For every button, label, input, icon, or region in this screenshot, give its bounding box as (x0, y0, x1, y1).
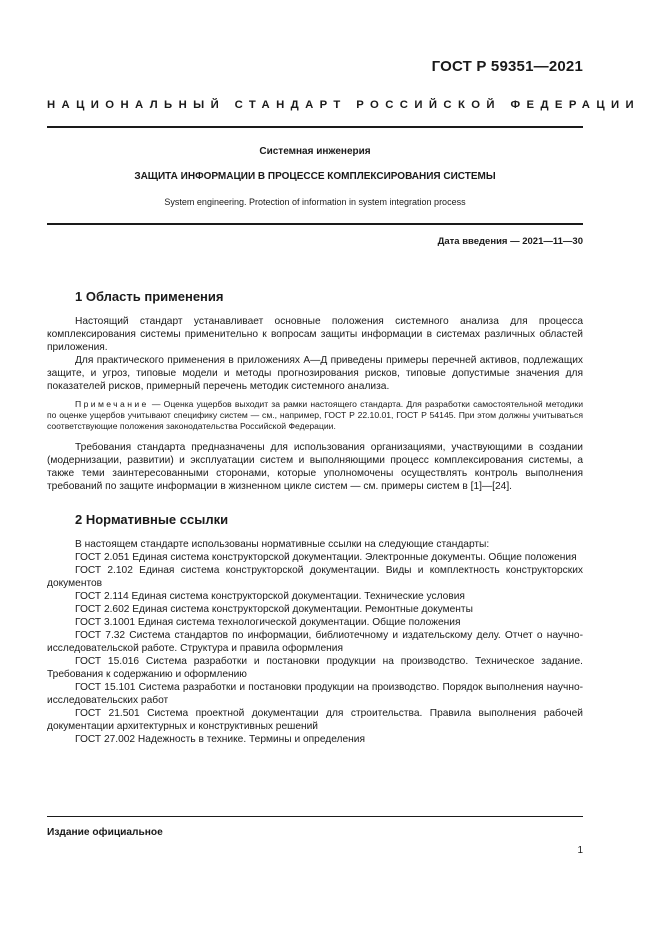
reference-item: ГОСТ 15.101 Система разработки и постановки продукции на производство. Порядок выполнения научно-исследовательских работ (47, 681, 583, 706)
reference-item: ГОСТ 15.016 Система разработки и постановки продукции на производство. Техническое задание. Требования к содержанию и оформлению (47, 655, 583, 680)
note-label: Примечание (75, 399, 149, 409)
footer-divider (47, 816, 583, 817)
section-1-paragraph-1: Настоящий стандарт устанавливает основные положения системного анализа для процесса комплексирования системы применительно к вопросам защиты информации в системах различных областей приложения. (47, 316, 583, 353)
page-number: 1 (577, 845, 583, 856)
title-divider (47, 223, 583, 225)
section-1-paragraph-2: Для практического применения в приложениях А—Д приведены примеры перечней активов, подлежащих защите, и угроз, типовые модели и методы прогнозирования рисков, типовые допустимые значения для показателей рисков, примерный перечень методик системного анализа. (47, 355, 583, 392)
title-line-2: ЗАЩИТА ИНФОРМАЦИИ В ПРОЦЕССЕ КОМПЛЕКСИРОВАНИЯ СИСТЕМЫ (134, 171, 496, 182)
reference-item: ГОСТ 2.602 Единая система конструкторской документации. Ремонтные документы (75, 603, 473, 615)
reference-item: ГОСТ 2.114 Единая система конструкторской документации. Технические условия (75, 590, 465, 602)
section-1-title: 1 Область применения (75, 289, 224, 304)
section-1-note (47, 399, 583, 433)
section-1-paragraph-3: Требования стандарта предназначены для использования организациями, участвующими в создании (модернизации, развитии) и эксплуатации систем и выполняющими процесс комплексирования системы, а также теми заинтересованными сторонами, которые уполномочены осуществлять контроль выполнения требований по защите информации в жизненном цикле систем — см. примеры систем в [1]—[24]. (47, 441, 583, 492)
title-english: System engineering. Protection of information in system integration process (164, 197, 466, 207)
document-body (47, 290, 583, 746)
official-edition-label: Издание официальное (47, 827, 163, 838)
reference-item: ГОСТ 3.1001 Единая система технологической документации. Общие положения (75, 616, 461, 628)
national-standard-heading: НАЦИОНАЛЬНЫЙ СТАНДАРТ РОССИЙСКОЙ ФЕДЕРАЦИИ (47, 99, 641, 111)
reference-item: ГОСТ 2.051 Единая система конструкторской документации. Электронные документы. Общие положения (75, 551, 577, 563)
title-line-1: Системная инженерия (259, 146, 371, 157)
section-2-intro: В настоящем стандарте использованы нормативные ссылки на следующие стандарты: (75, 538, 490, 550)
reference-item: ГОСТ 7.32 Система стандартов по информации, библиотечному и издательскому делу. Отчет о научно-исследовательской работе. Структура и правила оформления (47, 629, 583, 654)
gost-code: ГОСТ Р 59351—2021 (431, 58, 583, 75)
reference-item: ГОСТ 2.102 Единая система конструкторской документации. Виды и комплектность конструкторских документов (47, 564, 583, 589)
reference-item: ГОСТ 27.002 Надежность в технике. Термины и определения (75, 733, 365, 745)
section-2-title: 2 Нормативные ссылки (75, 511, 229, 527)
header-divider (47, 126, 583, 128)
note-text: — Оценка ущербов выходит за рамки настоящего стандарта. Для разработки самостоятельной методики по оценке ущербов учитывают специфику систем — см., например, ГОСТ Р 22.10.01, ГОСТ Р 54145. При этом должны учитываться соответствующие положения законодательства Российской Федерации. (47, 399, 583, 432)
reference-item: ГОСТ 21.501 Система проектной документации для строительства. Правила выполнения рабочей документации архитектурных и конструктивных решений (47, 707, 583, 732)
introduction-date: Дата введения — 2021—11—30 (437, 236, 583, 247)
